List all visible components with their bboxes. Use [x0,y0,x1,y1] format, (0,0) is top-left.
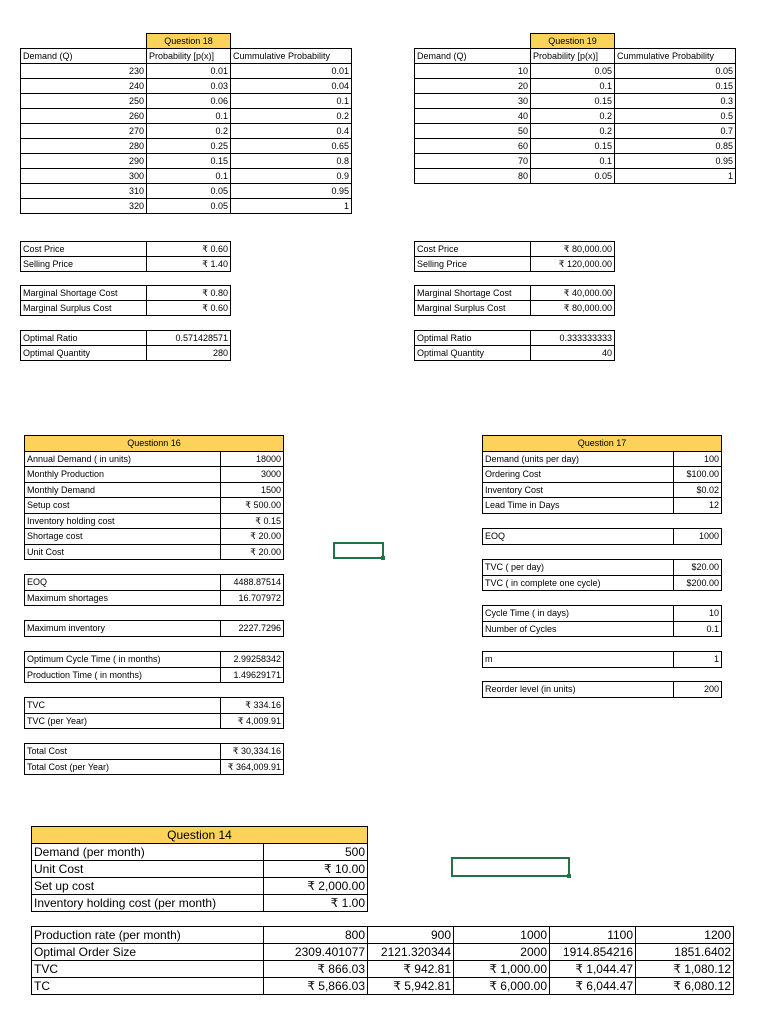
value-cell[interactable]: ₹ 364,009.91 [221,759,284,775]
table-header-row [21,49,352,64]
table-row [415,124,736,139]
q14-input-table [31,826,368,912]
q19-marginal-cost-block [414,285,615,316]
selected-cell[interactable] [333,542,384,559]
probability-cell[interactable]: 0.05 [531,169,615,184]
cumulative-cell[interactable]: 0.95 [615,154,736,169]
cumulative-cell[interactable]: 0.65 [231,139,352,154]
demand-cell[interactable]: 300 [21,169,147,184]
probability-cell[interactable]: 0.15 [531,94,615,109]
label-cell[interactable]: Optimum Cycle Time ( in months) [25,652,221,668]
cumulative-cell[interactable]: 0.4 [231,124,352,139]
probability-cell[interactable]: 0.05 [147,199,231,214]
q16-title[interactable]: Questionn 16 [25,436,284,452]
probability-cell[interactable]: 0.1 [531,154,615,169]
table-row [32,944,734,961]
value-cell[interactable]: $20.00 [674,560,722,576]
table-row [21,154,352,169]
table-row [415,94,736,109]
value-cell[interactable]: 0.571428571 [147,331,231,346]
value-cell[interactable]: 16.707972 [221,590,284,606]
empty-cell[interactable] [21,34,147,49]
cumulative-cell[interactable]: 0.5 [615,109,736,124]
value-cell[interactable]: 1.49629171 [221,667,284,683]
value-cell[interactable]: ₹ 80,000.00 [531,301,615,316]
value-cell[interactable]: 1500 [221,482,284,498]
label-cell[interactable]: Cost Price [415,242,531,257]
label-cell[interactable]: Monthly Demand [25,482,221,498]
q18-optimal-block [20,330,231,361]
demand-cell[interactable]: 250 [21,94,147,109]
label-cell[interactable]: Setup cost [25,498,221,514]
probability-cell[interactable]: 0.1 [531,79,615,94]
label-cell[interactable]: Unit Cost [25,544,221,560]
label-cell[interactable]: Optimal Quantity [415,346,531,361]
value-cell[interactable]: $200.00 [674,575,722,591]
value-cell[interactable]: 280 [147,346,231,361]
value-cell[interactable]: ₹ 0.80 [147,286,231,301]
empty-cell[interactable] [231,34,352,49]
empty-cell[interactable] [615,34,736,49]
label-cell[interactable]: Marginal Shortage Cost [415,286,531,301]
table-row [21,199,352,214]
probability-cell[interactable]: 0.15 [147,154,231,169]
value-cell[interactable]: ₹ 20.00 [221,529,284,545]
table-row [25,467,284,483]
table-row [25,513,284,529]
label-cell[interactable]: m [483,652,674,668]
label-cell[interactable]: Demand (units per day) [483,451,674,467]
table-row [25,482,284,498]
q16-tvc-block [24,697,284,729]
label-cell[interactable]: Optimal Ratio [415,331,531,346]
label-cell[interactable]: Cycle Time ( in days) [483,606,674,622]
demand-cell[interactable]: 270 [21,124,147,139]
order-size-cell[interactable]: 1914.854216 [550,944,636,961]
q17-title[interactable]: Question 17 [483,436,722,452]
probability-cell[interactable]: 0.05 [147,184,231,199]
value-cell[interactable]: 0.333333333 [531,331,615,346]
empty-cell[interactable] [415,34,531,49]
value-cell[interactable]: 3000 [221,467,284,483]
cumulative-cell[interactable]: 0.3 [615,94,736,109]
table-row [415,154,736,169]
demand-cell[interactable]: 60 [415,139,531,154]
demand-cell[interactable]: 260 [21,109,147,124]
table-row [32,861,368,878]
probability-cell[interactable]: 0.2 [147,124,231,139]
probability-cell[interactable]: 0.03 [147,79,231,94]
label-cell[interactable]: Ordering Cost [483,467,674,483]
q14-title[interactable]: Question 14 [32,827,368,844]
demand-cell[interactable]: 280 [21,139,147,154]
label-cell[interactable]: Maximum inventory [25,621,221,637]
label-cell[interactable]: TVC ( per day) [483,560,674,576]
probability-cell[interactable]: 0.2 [531,124,615,139]
label-cell[interactable]: EOQ [483,529,674,545]
label-cell[interactable]: Marginal Surplus Cost [415,301,531,316]
q17-input-table [482,435,722,514]
value-cell[interactable]: 10 [674,606,722,622]
demand-cell[interactable]: 70 [415,154,531,169]
cumulative-cell[interactable]: 1 [231,199,352,214]
label-cell[interactable]: Optimal Ratio [21,331,147,346]
production-rate-cell[interactable]: 900 [368,927,454,944]
production-rate-cell[interactable]: 800 [264,927,368,944]
q17-reorder-block [482,681,722,698]
table-row [32,844,368,861]
value-cell[interactable]: 100 [674,451,722,467]
probability-cell[interactable]: 0.15 [531,139,615,154]
value-cell[interactable]: ₹ 20.00 [221,544,284,560]
column-header[interactable]: Cummulative Probability [231,49,352,64]
row-label[interactable]: TVC [32,961,264,978]
tvc-cell[interactable]: ₹ 1,080.12 [636,961,734,978]
cumulative-cell[interactable]: 0.01 [231,64,352,79]
value-cell[interactable]: ₹ 2,000.00 [264,878,368,895]
value-cell[interactable]: ₹ 1.40 [147,257,231,272]
value-cell[interactable]: 12 [674,498,722,514]
table-row [25,544,284,560]
demand-cell[interactable]: 50 [415,124,531,139]
value-cell[interactable]: ₹ 120,000.00 [531,257,615,272]
table-row [483,451,722,467]
table-row [32,878,368,895]
q16-max-inventory-block [24,620,284,637]
label-cell[interactable]: Number of Cycles [483,621,674,637]
production-rate-cell[interactable]: 1000 [454,927,550,944]
table-header-row [415,49,736,64]
probability-cell[interactable]: 0.01 [147,64,231,79]
table-row [21,79,352,94]
production-rate-cell[interactable]: 1100 [550,927,636,944]
label-cell[interactable]: Demand (per month) [32,844,264,861]
label-cell[interactable]: Selling Price [21,257,147,272]
q18-price-block [20,241,231,272]
value-cell[interactable]: 4488.87514 [221,575,284,591]
cumulative-cell[interactable]: 0.05 [615,64,736,79]
label-cell[interactable]: Unit Cost [32,861,264,878]
table-row [32,961,734,978]
demand-cell[interactable]: 30 [415,94,531,109]
table-row [32,895,368,912]
value-cell[interactable]: 2.99258342 [221,652,284,668]
table-row [21,169,352,184]
demand-cell[interactable]: 320 [21,199,147,214]
q16-cycle-block [24,651,284,683]
table-row [415,139,736,154]
q16-eoq-block [24,574,284,606]
label-cell[interactable]: Monthly Production [25,467,221,483]
q19-optimal-block [414,330,615,361]
column-header[interactable]: Demand (Q) [21,49,147,64]
value-cell[interactable]: ₹ 4,009.91 [221,713,284,729]
label-cell[interactable]: Maximum shortages [25,590,221,606]
cumulative-cell[interactable]: 0.85 [615,139,736,154]
q16-input-table [24,435,284,560]
label-cell[interactable]: Inventory holding cost (per month) [32,895,264,912]
q17-m-block [482,651,722,668]
label-cell[interactable]: Total Cost [25,744,221,760]
label-cell[interactable]: Production Time ( in months) [25,667,221,683]
label-cell[interactable]: Total Cost (per Year) [25,759,221,775]
probability-cell[interactable]: 0.2 [531,109,615,124]
label-cell[interactable]: Marginal Shortage Cost [21,286,147,301]
probability-cell[interactable]: 0.1 [147,109,231,124]
label-cell[interactable]: Annual Demand ( in units) [25,451,221,467]
table-row [32,927,734,944]
table-row [21,139,352,154]
value-cell[interactable]: ₹ 80,000.00 [531,242,615,257]
label-cell[interactable]: TVC [25,698,221,714]
label-cell[interactable]: Set up cost [32,878,264,895]
column-header[interactable]: Cummulative Probability [615,49,736,64]
q17-tvc-block [482,559,722,591]
order-size-cell[interactable]: 2000 [454,944,550,961]
table-row [415,64,736,79]
tvc-cell[interactable]: ₹ 942.81 [368,961,454,978]
order-size-cell[interactable]: 2309.401077 [264,944,368,961]
cumulative-cell[interactable]: 0.15 [615,79,736,94]
cumulative-cell[interactable]: 0.95 [231,184,352,199]
value-cell[interactable]: ₹ 1.00 [264,895,368,912]
probability-cell[interactable]: 0.06 [147,94,231,109]
cumulative-cell[interactable]: 0.1 [231,94,352,109]
tvc-cell[interactable]: ₹ 866.03 [264,961,368,978]
tc-cell[interactable]: ₹ 6,044.47 [550,978,636,995]
cumulative-cell[interactable]: 0.7 [615,124,736,139]
value-cell[interactable]: ₹ 10.00 [264,861,368,878]
table-row [415,109,736,124]
q18-probability-table [20,33,352,214]
row-label[interactable]: TC [32,978,264,995]
q19-title[interactable]: Question 19 [531,34,615,49]
value-cell[interactable]: ₹ 40,000.00 [531,286,615,301]
label-cell[interactable]: Reorder level (in units) [483,682,674,698]
tvc-cell[interactable]: ₹ 1,000.00 [454,961,550,978]
label-cell[interactable]: Lead Time in Days [483,498,674,514]
label-cell[interactable]: Shortage cost [25,529,221,545]
row-label[interactable]: Optimal Order Size [32,944,264,961]
label-cell[interactable]: Inventory Cost [483,482,674,498]
value-cell[interactable]: 1000 [674,529,722,545]
q19-probability-table [414,33,736,184]
cumulative-cell[interactable]: 0.04 [231,79,352,94]
q19-price-block [414,241,615,272]
table-row [25,529,284,545]
q18-title[interactable]: Question 18 [147,34,231,49]
tc-cell[interactable]: ₹ 5,866.03 [264,978,368,995]
value-cell[interactable]: ₹ 0.15 [221,513,284,529]
value-cell[interactable]: $100.00 [674,467,722,483]
value-cell[interactable]: 1 [674,652,722,668]
probability-cell[interactable]: 0.05 [531,64,615,79]
row-label[interactable]: Production rate (per month) [32,927,264,944]
order-size-cell[interactable]: 2121.320344 [368,944,454,961]
label-cell[interactable]: Optimal Quantity [21,346,147,361]
value-cell[interactable]: ₹ 0.60 [147,242,231,257]
value-cell[interactable]: 0.1 [674,621,722,637]
cumulative-cell[interactable]: 0.2 [231,109,352,124]
demand-cell[interactable]: 80 [415,169,531,184]
demand-cell[interactable]: 310 [21,184,147,199]
table-row [21,184,352,199]
q17-cycle-block [482,605,722,637]
tc-cell[interactable]: ₹ 6,080.12 [636,978,734,995]
table-row [415,79,736,94]
tvc-cell[interactable]: ₹ 1,044.47 [550,961,636,978]
probability-cell[interactable]: 0.1 [147,169,231,184]
value-cell[interactable]: ₹ 30,334.16 [221,744,284,760]
value-cell[interactable]: 500 [264,844,368,861]
column-header[interactable]: Probability [p(x)] [531,49,615,64]
table-row [415,169,736,184]
tc-cell[interactable]: ₹ 5,942.81 [368,978,454,995]
tc-cell[interactable]: ₹ 6,000.00 [454,978,550,995]
order-size-cell[interactable]: 1851.6402 [636,944,734,961]
demand-cell[interactable]: 10 [415,64,531,79]
label-cell[interactable]: Selling Price [415,257,531,272]
table-row [21,94,352,109]
label-cell[interactable]: TVC ( in complete one cycle) [483,575,674,591]
value-cell[interactable]: 2227.7296 [221,621,284,637]
demand-cell[interactable]: 20 [415,79,531,94]
table-row [21,64,352,79]
table-row [25,451,284,467]
value-cell[interactable]: 200 [674,682,722,698]
cumulative-cell[interactable]: 1 [615,169,736,184]
production-rate-cell[interactable]: 1200 [636,927,734,944]
column-header[interactable]: Probability [p(x)] [147,49,231,64]
label-cell[interactable]: Inventory holding cost [25,513,221,529]
value-cell[interactable]: 40 [531,346,615,361]
q17-eoq-block [482,528,722,545]
table-row [32,978,734,995]
q14-production-table [31,926,734,995]
demand-cell[interactable]: 40 [415,109,531,124]
demand-cell[interactable]: 290 [21,154,147,169]
demand-cell[interactable]: 240 [21,79,147,94]
probability-cell[interactable]: 0.25 [147,139,231,154]
selected-cell[interactable] [451,857,570,877]
table-row [21,109,352,124]
cumulative-cell[interactable]: 0.8 [231,154,352,169]
label-cell[interactable]: EOQ [25,575,221,591]
table-row [483,482,722,498]
table-row [483,467,722,483]
q18-marginal-cost-block [20,285,231,316]
q16-total-cost-block [24,743,284,775]
value-cell[interactable]: 18000 [221,451,284,467]
table-row [21,124,352,139]
table-row [483,498,722,514]
label-cell[interactable]: TVC (per Year) [25,713,221,729]
table-row [25,498,284,514]
label-cell[interactable]: Cost Price [21,242,147,257]
value-cell[interactable]: ₹ 334.16 [221,698,284,714]
cumulative-cell[interactable]: 0.9 [231,169,352,184]
value-cell[interactable]: $0.02 [674,482,722,498]
value-cell[interactable]: ₹ 500.00 [221,498,284,514]
column-header[interactable]: Demand (Q) [415,49,531,64]
label-cell[interactable]: Marginal Surplus Cost [21,301,147,316]
value-cell[interactable]: ₹ 0.60 [147,301,231,316]
demand-cell[interactable]: 230 [21,64,147,79]
